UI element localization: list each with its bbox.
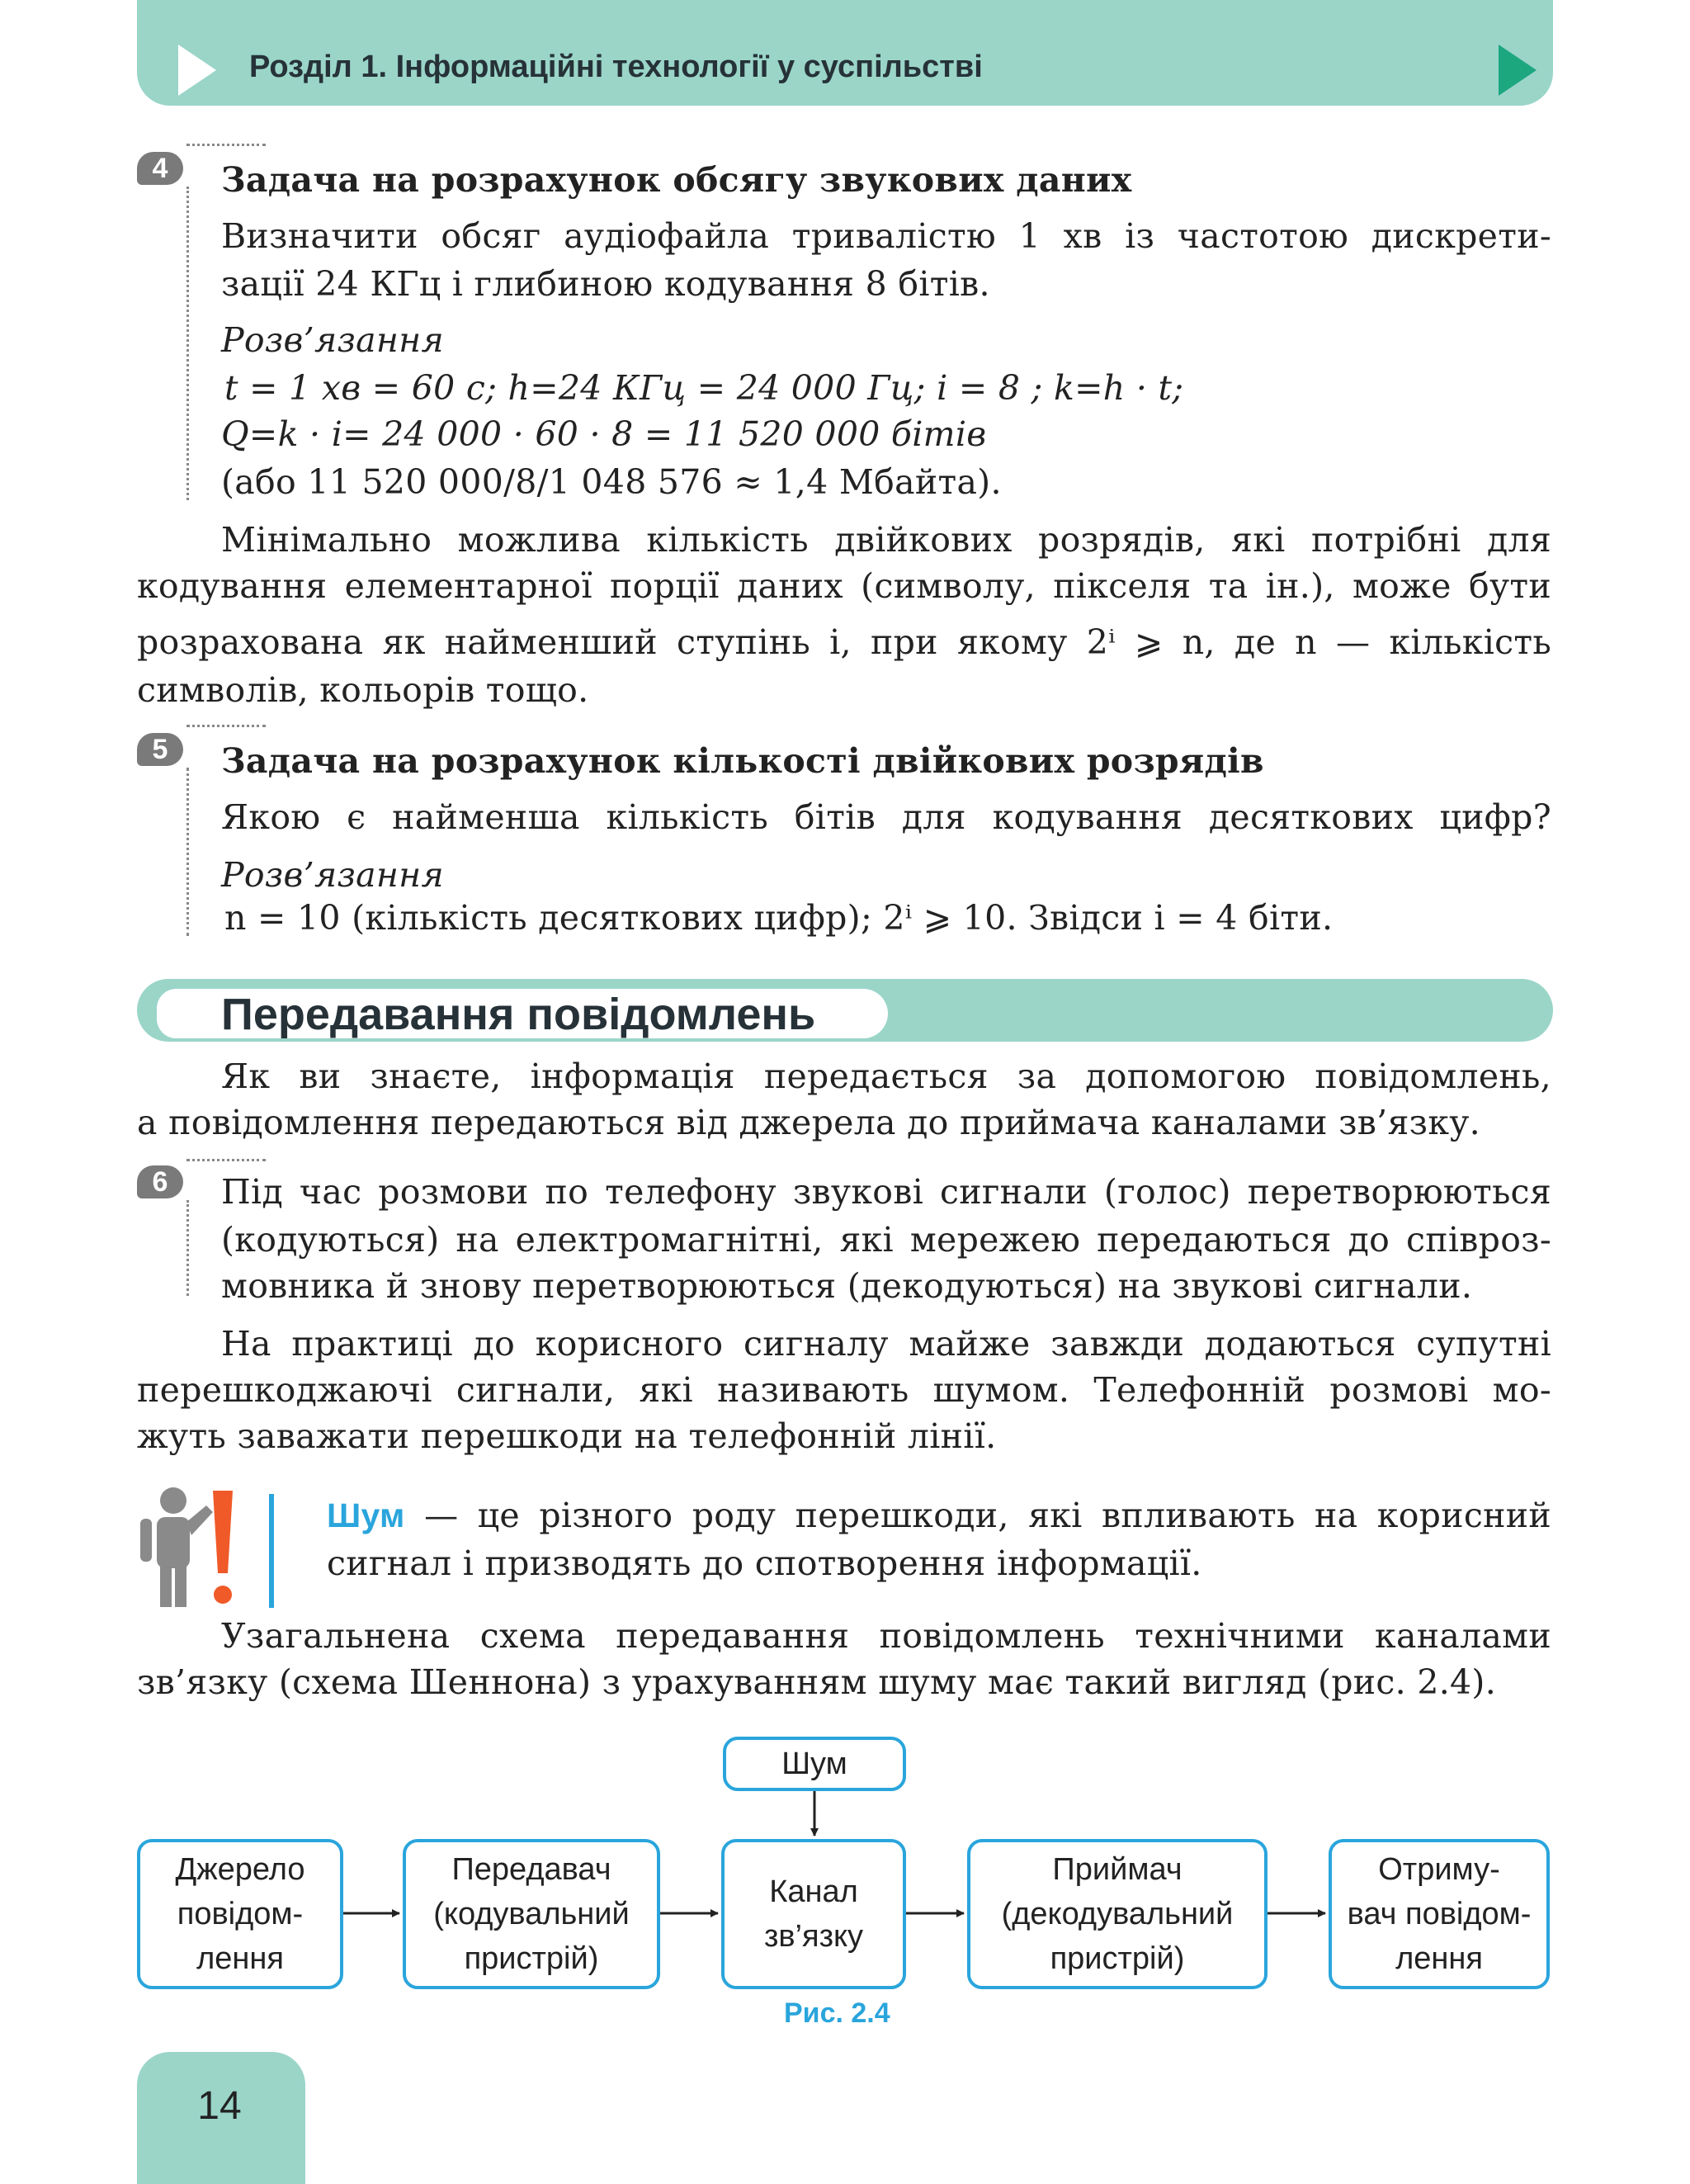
task4-formula: t = 1 хв = 60 с; h=24 КГц = 24 000 Гц; i = 8 ; k=h · t; — [224, 368, 1184, 408]
paragraph-line: зв’язку (схема Шеннона) з урахуванням шуму має такий вигляд (рис. 2.4). — [137, 1662, 1497, 1702]
task-dotted-line — [186, 768, 189, 936]
task-badge-4: 4 — [137, 152, 183, 185]
noise-label: Шум — [781, 1747, 847, 1781]
task-dotted-line — [186, 1200, 189, 1296]
task-badge-5: 5 — [137, 733, 183, 766]
source-label: лення — [196, 1941, 284, 1976]
task5-solution-label: Розв’язання — [221, 855, 444, 895]
attention-person-icon — [140, 1486, 239, 1610]
channel-label: Канал — [769, 1874, 858, 1909]
task-dotted-line — [186, 187, 189, 500]
recipient-label: лення — [1395, 1941, 1483, 1976]
source-label: повідом- — [177, 1897, 304, 1931]
paragraph-line: На практиці до корисного сигналу майже завжди додаються супутні — [221, 1324, 1551, 1364]
task4-title: Задача на розрахунок обсягу звукових даних — [221, 160, 1132, 200]
source-box — [137, 1839, 343, 1989]
recipient-box — [1329, 1839, 1550, 1989]
transmitter-label: пристрій) — [464, 1941, 599, 1976]
paragraph-line: кодування елементарної порції даних (символу, пікселя та ін.), може бути — [137, 566, 1551, 606]
receiver-label: (декодувальний — [1001, 1897, 1234, 1931]
paragraph-line: символів, кольорів тощо. — [137, 670, 589, 710]
section-title: Передавання повідомлень — [221, 990, 816, 1039]
receiver-label: пристрій) — [1050, 1941, 1185, 1976]
triangle-right-icon — [1499, 45, 1537, 96]
task-divider — [186, 725, 266, 727]
task4-text-line: Визначити обсяг аудіофайла тривалістю 1 хв із частотою дискрети- — [221, 216, 1551, 256]
recipient-label: вач повідом- — [1347, 1897, 1532, 1931]
noise-box — [723, 1737, 906, 1791]
task5-title: Задача на розрахунок кількості двійкових розрядів — [221, 741, 1264, 781]
task4-formula: Q=k · i= 24 000 · 60 · 8 = 11 520 000 бітів — [221, 414, 987, 454]
receiver-box — [967, 1839, 1268, 1989]
figure-caption: Рис. 2.4 — [784, 1997, 890, 2029]
task5-text: Якою є найменша кількість бітів для кодування десяткових цифр? — [221, 797, 1551, 837]
definition-line — [327, 1492, 1551, 1539]
source-label: Джерело — [175, 1852, 305, 1887]
task4-formula: (або 11 520 000/8/1 048 576 ≈ 1,4 Мбайта). — [221, 462, 1002, 502]
page-number: 14 — [197, 2084, 242, 2128]
triangle-left-icon — [178, 45, 216, 96]
receiver-label: Приймач — [1052, 1852, 1183, 1887]
paragraph-line: а повідомлення передаються від джерела до приймача каналами зв’язку. — [137, 1103, 1481, 1142]
definition-line: сигнал і призводять до спотворення інформації. — [327, 1543, 1202, 1583]
task-divider — [186, 1159, 266, 1161]
paragraph-line: жуть заважати перешкоди на телефонній лінії. — [137, 1416, 997, 1456]
paragraph-line: перешкоджаючі сигнали, які називають шумом. Телефонній розмові мо- — [137, 1370, 1551, 1410]
definition-term: Шум — [327, 1496, 405, 1534]
transmitter-label: Передавач — [451, 1852, 611, 1887]
task4-solution-label: Розв’язання — [221, 320, 444, 360]
task5-formula: n = 10 (кількість десяткових цифр); 2ⁱ ⩾ 10. Звідси i = 4 біти. — [224, 898, 1334, 938]
paragraph-line: Мінімально можлива кількість двійкових розрядів, які потрібні для — [221, 520, 1551, 560]
task-badge-6: 6 — [137, 1165, 183, 1198]
transmitter-label: (кодувальний — [433, 1897, 630, 1931]
task-divider — [186, 144, 266, 146]
paragraph-line: розрахована як найменший ступінь i, при якому 2ⁱ ⩾ n, де n — кількість — [137, 622, 1551, 662]
chapter-title: Розділ 1. Інформаційні технології у суспільстві — [249, 50, 983, 84]
transmitter-box — [403, 1839, 660, 1989]
channel-box — [721, 1839, 906, 1989]
definition-text: — це різного роду перешкоди, які впливають на корисний — [404, 1496, 1551, 1535]
item6-line: (кодуються) на електромагнітні, які мережею передаються до співроз- — [221, 1220, 1551, 1260]
item6-line: Під час розмови по телефону звукові сигнали (голос) перетворюються — [221, 1172, 1551, 1212]
paragraph-line: Узагальнена схема передавання повідомлень технічними каналами — [221, 1616, 1551, 1656]
item6-line: мовника й знову перетворюються (декодуються) на звукові сигнали. — [221, 1266, 1473, 1306]
task4-text-line: зації 24 КГц і глибиною кодування 8 бітів. — [221, 264, 990, 304]
channel-label: зв’язку — [763, 1919, 864, 1954]
recipient-label: Отриму- — [1378, 1852, 1500, 1887]
note-bar — [269, 1494, 274, 1608]
paragraph-line: Як ви знаєте, інформація передається за допомогою повідомлень, — [221, 1057, 1551, 1096]
